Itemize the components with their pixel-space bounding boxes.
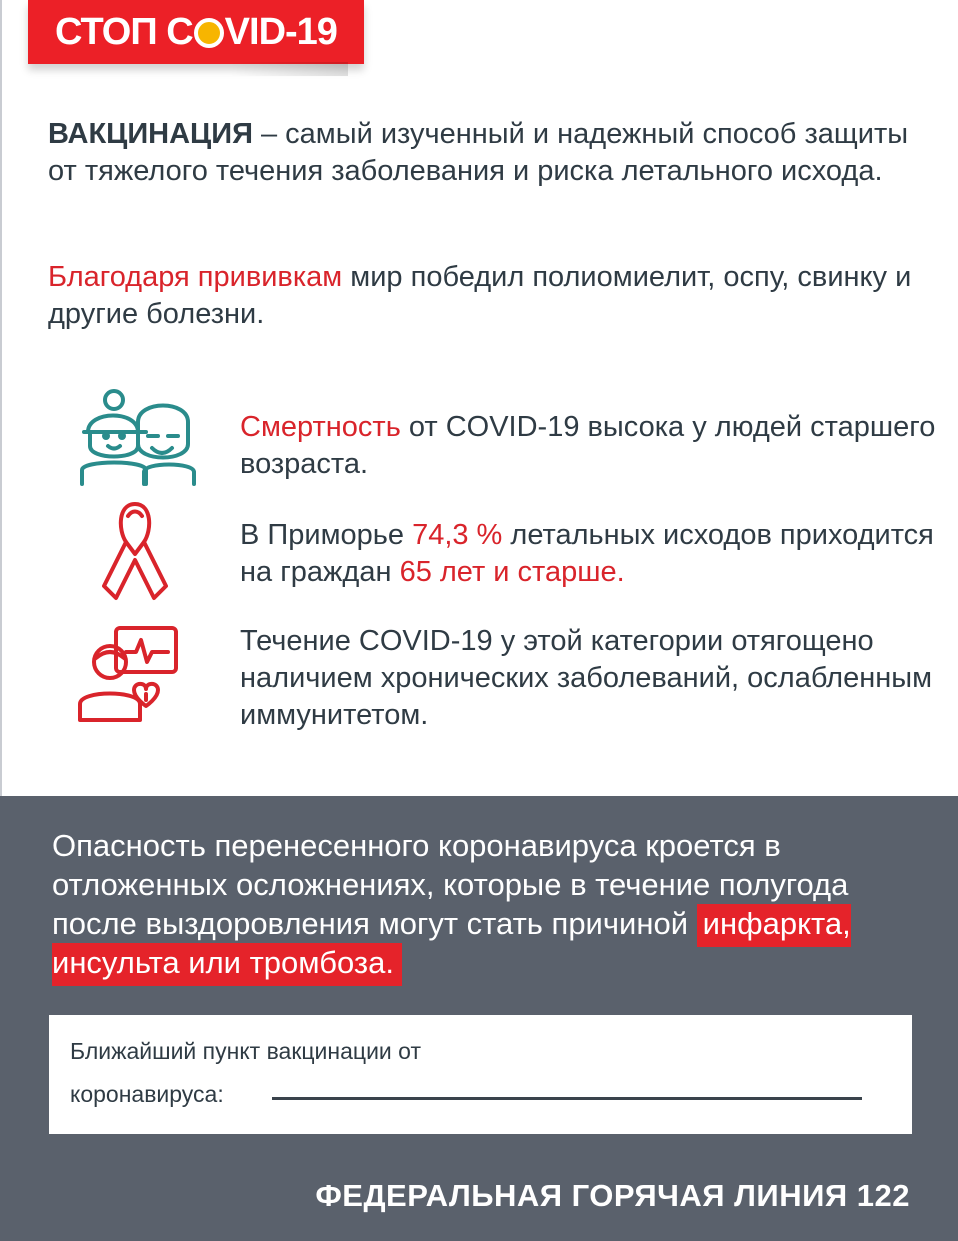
logo-shadow [230,62,348,76]
polio-paragraph: Благодаря прививкам мир победил полиомиелит, оспу, свинку и другие болезни. [48,261,912,330]
vaccination-point-fill-line [272,1097,862,1100]
patient-monitor-icon [78,624,180,724]
mortality-item: Смертность от COVID-19 высока у людей старшего возраста. [240,411,936,480]
elderly-couple-icon [78,388,198,486]
danger-paragraph: Опасность перенесенного коронавируса кроется в отложенных осложнениях, которые в течение полугода после выздоровления могут стать причиной инфаркта, инсульта или тромбоза. [52,826,932,982]
chronic-item: Течение COVID-19 у этой категории отягощено наличием хронических заболеваний, ослабленным иммунитетом. [240,625,933,731]
vaccination-point-box [49,1015,912,1134]
intro-paragraph: ВАКЦИНАЦИЯ – самый изученный и надежный способ защиты от тяжелого течения заболевания и риска летального исхода. [48,118,909,187]
left-border [0,0,2,800]
ribbon-icon [98,500,172,602]
stop-covid-logo: СТОП С VID-19 [28,0,364,64]
virus-icon [194,18,224,48]
primorye-stat-item: В Приморье 74,3 % летальных исходов приходится на граждан 65 лет и старше. [240,519,934,588]
vaccination-point-label: Ближайший пункт вакцинации от [70,1038,421,1064]
vaccination-point-label-2: коронавируса: [70,1081,224,1107]
federal-hotline: ФЕДЕРАЛЬНАЯ ГОРЯЧАЯ ЛИНИЯ 122 [315,1178,910,1213]
complications-highlight: инфаркта, инсульта или тромбоза. [52,904,851,986]
